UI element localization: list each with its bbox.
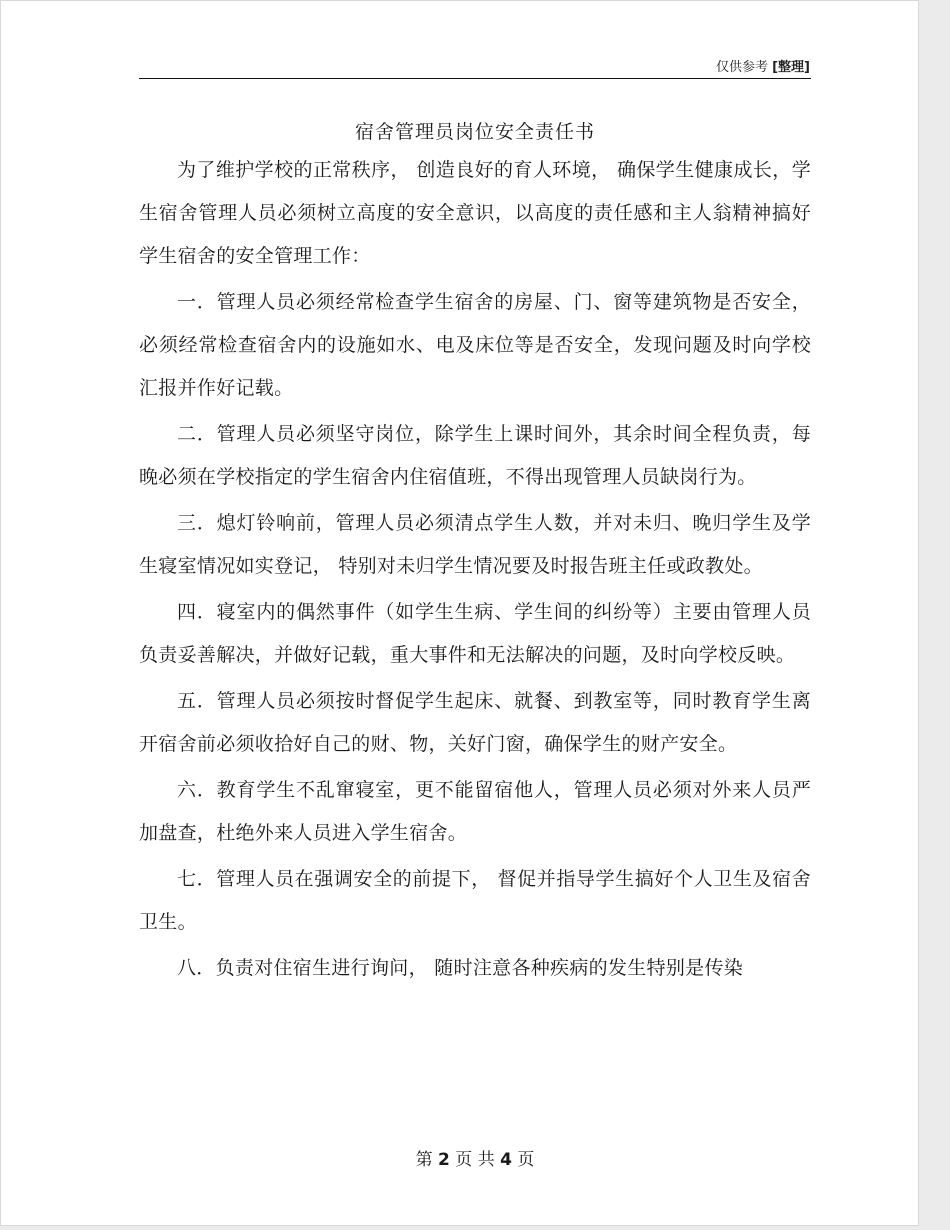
- current-page-number: 2: [438, 1150, 450, 1170]
- header-note-text: 仅供参考: [715, 60, 768, 75]
- paragraph-intro: 为了维护学校的正常秩序， 创造良好的育人环境， 确保学生健康成长，学生宿舍管理人员必须树立高度的安全意识，以高度的责任感和主人翁精神搞好学生宿舍的安全管理工作：: [139, 159, 811, 267]
- total-pages-number: 4: [500, 1150, 512, 1170]
- paragraph-item-8: 八．负责对住宿生进行询问， 随时注意各种疾病的发生特别是传染: [177, 957, 744, 979]
- footer-middle: 页 共: [455, 1150, 495, 1170]
- paragraph-item-3: 三．熄灯铃响前，管理人员必须清点学生人数，并对未归、晚归学生及学生寝室情况如实登记， 特别对未归学生情况要及时报告班主任或政教处。: [139, 512, 811, 577]
- paragraph-item-6: 六．教育学生不乱窜寝室，更不能留宿他人，管理人员必须对外来人员严加盘查，杜绝外来人员进入学生宿舍。: [139, 779, 811, 844]
- document-title: 宿舍管理员岗位安全责任书: [354, 121, 595, 143]
- footer-suffix: 页: [517, 1150, 535, 1170]
- header-note: [716, 56, 810, 75]
- paragraph-item-4: 四．寝室内的偶然事件（如学生生病、学生间的纠纷等）主要由管理人员负责妥善解决，并做好记载，重大事件和无法解决的问题，及时向学校反映。: [139, 601, 811, 666]
- paragraph-item-1: 一．管理人员必须经常检查学生宿舍的房屋、门、窗等建筑物是否安全，必须经常检查宿舍内的设施如水、电及床位等是否安全，发现问题及时向学校汇报并作好记载。: [139, 291, 811, 399]
- header-divider: [139, 78, 811, 79]
- header-note-tag: [整理]: [772, 60, 810, 75]
- paragraph-item-2: 二．管理人员必须坚守岗位，除学生上课时间外，其余时间全程负责，每晚必须在学校指定的学生宿舍内住宿值班，不得出现管理人员缺岗行为。: [139, 423, 811, 488]
- paragraph-item-7: 七．管理人员在强调安全的前提下， 督促并指导学生搞好个人卫生及宿舍卫生。: [139, 868, 811, 933]
- document-body: [139, 149, 811, 993]
- page-footer: [139, 1145, 811, 1170]
- paragraph-item-5: 五．管理人员必须按时督促学生起床、就餐、到教室等，同时教育学生离开宿舍前必须收拾好自己的财、物，关好门窗，确保学生的财产安全。: [139, 690, 811, 755]
- footer-prefix: 第: [415, 1150, 433, 1170]
